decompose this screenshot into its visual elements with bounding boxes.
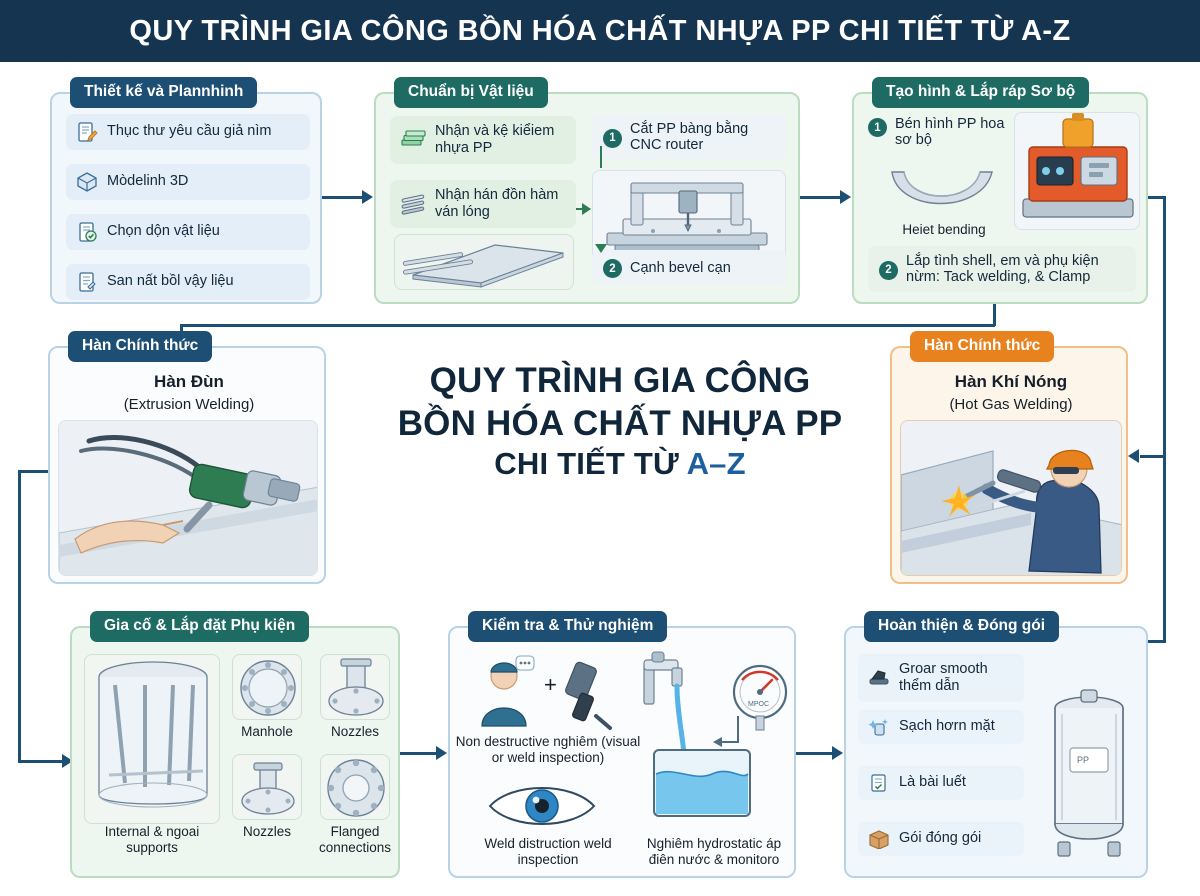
- arrowhead-design-to-material: [362, 190, 373, 204]
- package-box-icon: [868, 829, 890, 849]
- extrusion-caption-bold: Hàn Đùn: [154, 372, 224, 391]
- connector-forming-down: [993, 304, 996, 326]
- material-step-1-number: 1: [603, 129, 622, 148]
- extrusion-caption-sub: (Extrusion Welding): [123, 396, 255, 413]
- page-title: QUY TRÌNH GIA CÔNG BỒN HÓA CHẤT NHỰA PP CHI TIẾT TỪ A-Z: [129, 14, 1071, 47]
- panel-finishing-title: Hoàn thiện & Đóng gói: [864, 611, 1059, 642]
- flange-illustration: [320, 754, 390, 820]
- center-title-line3-prefix: CHI TIẾT TỪ: [494, 446, 687, 482]
- panel-hot-gas-welding: [890, 337, 1128, 584]
- rod-bundle-icon: [400, 193, 426, 215]
- svg-text:PP: PP: [1077, 755, 1090, 765]
- panel-inspection-title: Kiểm tra & Thử nghiệm: [468, 611, 667, 642]
- reinforce-caption-4: Flanged connections: [318, 824, 392, 856]
- svg-text:MPOC: MPOC: [748, 701, 769, 708]
- cube-3d-icon: [76, 171, 98, 193]
- connector-forming-right-down: [1163, 196, 1166, 456]
- connector-to-reinforce: [18, 760, 64, 763]
- connector-hotgas-down: [1163, 455, 1166, 640]
- panel-design: [50, 83, 322, 304]
- forming-step-1-number: 1: [868, 118, 887, 137]
- inspection-caption-1: Weld distruction weld inspection: [484, 836, 612, 868]
- panel-inspection: [448, 617, 796, 878]
- arrowhead-to-hotgas: [1128, 449, 1139, 463]
- reinforce-caption-1: Manhole: [241, 724, 293, 739]
- design-item-3[interactable]: [66, 264, 310, 300]
- ndt-inspector-illustration: [460, 650, 632, 732]
- panel-extrusion-title: Hàn Chính thức: [68, 331, 212, 362]
- material-plate-illustration: [394, 234, 574, 290]
- panel-material-title: Chuẩn bị Vật liệu: [394, 77, 548, 108]
- nozzle-illustration-2: [232, 754, 302, 820]
- nozzle-illustration-1: [320, 654, 390, 720]
- design-item-1-label: Mòdelinh 3D: [107, 173, 189, 190]
- design-item-0-label: Thục thư yêu cầu giả nìm: [107, 123, 272, 140]
- design-item-2-label: Chọn dộn vật liệu: [107, 223, 220, 240]
- design-item-2[interactable]: [66, 214, 310, 250]
- material-step-2-label: Cạnh bevel cạn: [630, 259, 731, 276]
- finishing-item-1-label: Sạch hơrn mặt: [899, 718, 995, 735]
- finished-tank-illustration: [1036, 684, 1142, 864]
- arrowhead-inspection-to-finishing: [832, 746, 843, 760]
- material-left-arrowhead: [582, 203, 591, 215]
- document-pencil-icon: [76, 121, 98, 143]
- hotgas-caption-bold: Hàn Khí Nóng: [954, 372, 1068, 391]
- material-inner-connector-1: [600, 146, 602, 168]
- material-item-1[interactable]: [390, 180, 576, 228]
- forming-step-2-number: 2: [879, 261, 898, 280]
- document-list-icon: [76, 271, 98, 293]
- center-title-accent: A–Z: [686, 446, 746, 482]
- panel-hotgas-title: Hàn Chính thức: [910, 331, 1054, 362]
- sparkle-clean-icon: [868, 717, 890, 737]
- hydrostatic-test-illustration: [638, 650, 790, 832]
- inspection-caption-0: Non destructive nghiêm (visual or weld inspection): [455, 734, 641, 766]
- panel-finishing: [844, 617, 1148, 878]
- connector-material-to-forming: [800, 196, 840, 199]
- page-header: [0, 0, 1200, 62]
- reinforce-caption-0: Internal & ngoai supports: [104, 824, 200, 856]
- center-title-line3: [352, 445, 888, 483]
- bent-sheet-illustration: [884, 166, 1002, 226]
- material-item-0-label: Nhận và kệ kiểiem nhựa PP: [435, 123, 555, 157]
- manhole-illustration: [232, 654, 302, 720]
- connector-left-vertical-lower: [18, 636, 21, 762]
- forming-step-2[interactable]: [868, 246, 1136, 292]
- forming-step-1[interactable]: [868, 116, 1018, 148]
- finishing-item-0-label: Groar smooth thểm dẫn: [899, 661, 988, 695]
- panel-forming: [852, 83, 1148, 304]
- inspection-caption-2: Nghiêm hydrostatic áp điên nước & monitoro: [646, 836, 782, 868]
- visual-inspection-eye-icon: [476, 778, 606, 834]
- connector-extrusion-left-down: [18, 470, 21, 638]
- finishing-item-0[interactable]: [858, 654, 1024, 702]
- material-item-0[interactable]: [390, 116, 576, 164]
- design-item-0[interactable]: [66, 114, 310, 150]
- finishing-item-3[interactable]: [858, 822, 1024, 856]
- forming-step-2-label: Lắp tình shell, em và phụ kiện nừm: Tack welding, & Clamp: [906, 253, 1099, 285]
- connector-forming-to-extrusion: [180, 324, 995, 327]
- finishing-item-2-label: Là bài luết: [899, 774, 966, 791]
- arrowhead-reinforce-to-inspection: [436, 746, 447, 760]
- connector-inspection-to-finishing: [796, 752, 832, 755]
- center-title-line1: QUY TRÌNH GIA CÔNG: [429, 361, 811, 400]
- forming-sub-caption: Heiet bending: [902, 222, 986, 237]
- design-item-1[interactable]: [66, 164, 310, 200]
- extrusion-welding-photo: [58, 420, 318, 576]
- hotgas-caption-sub: (Hot Gas Welding): [949, 396, 1073, 413]
- material-step-2[interactable]: [592, 250, 786, 285]
- sheet-stack-icon: [400, 129, 426, 151]
- internal-supports-illustration: [84, 654, 220, 824]
- panel-design-title: Thiết kế và Plannhinh: [70, 77, 257, 108]
- panel-reinforce-title: Gia cố & Lắp đặt Phụ kiện: [90, 611, 309, 642]
- connector-extrusion-left: [18, 470, 48, 473]
- document-check-icon: [76, 221, 98, 243]
- finishing-item-1[interactable]: [858, 710, 1024, 744]
- panel-forming-title: Tạo hình & Lắp ráp Sơ bộ: [872, 77, 1089, 108]
- arrowhead-material-to-forming: [840, 190, 851, 204]
- reinforce-caption-2: Nozzles: [330, 724, 379, 739]
- connector-design-to-material: [322, 196, 362, 199]
- forming-step-1-label: Bén hình PP hoa sơ bộ: [895, 116, 1005, 148]
- center-title-block: [352, 360, 888, 483]
- material-step-1[interactable]: [592, 114, 786, 160]
- material-inner-arrowhead: [595, 244, 607, 253]
- svg-text:+: +: [544, 672, 557, 697]
- design-item-3-label: San nất bồl vậy liệu: [107, 273, 234, 290]
- cnc-bending-illustration: [1014, 112, 1140, 230]
- material-step-2-number: 2: [603, 259, 622, 278]
- finishing-item-2[interactable]: [858, 766, 1024, 800]
- panel-material: [374, 83, 800, 304]
- sanding-tool-icon: [868, 668, 890, 688]
- checklist-icon: [868, 773, 890, 793]
- material-item-1-label: Nhận hán đồn hàm ván lóng: [435, 187, 559, 221]
- material-step-1-label: Cắt PP bàng bằng CNC router: [630, 121, 749, 153]
- connector-reinforce-to-inspection: [400, 752, 436, 755]
- panel-reinforce: [70, 617, 400, 878]
- reinforce-caption-3: Nozzles: [242, 824, 291, 839]
- panel-extrusion-welding: [48, 337, 326, 584]
- connector-forming-right: [1148, 196, 1166, 199]
- finishing-item-3-label: Gói đóng gói: [899, 830, 982, 847]
- center-title-line2: BỒN HÓA CHẤT NHỰA PP: [397, 403, 843, 443]
- hot-gas-welding-photo: [900, 420, 1122, 576]
